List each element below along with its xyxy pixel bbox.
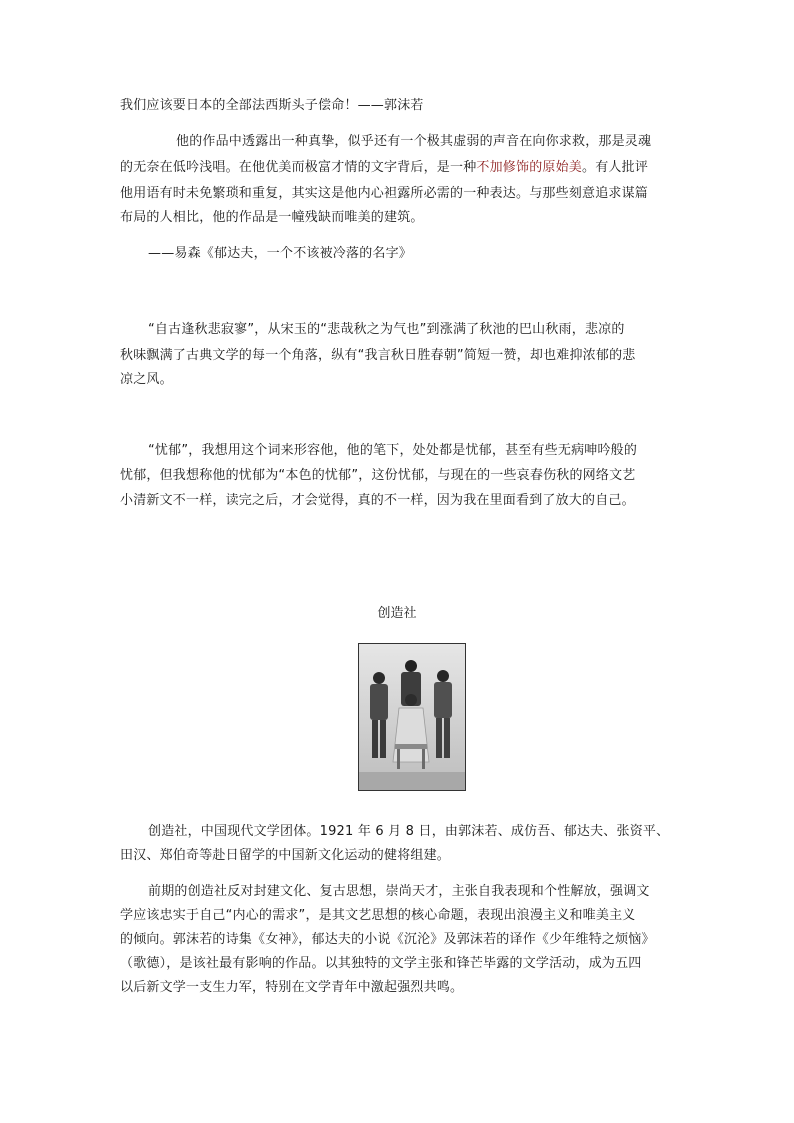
para3-line1: “忧郁”，我想用这个词来形容他，他的笔下，处处都是忧郁，甚至有些无病呻吟般的 — [148, 443, 638, 458]
para2-line2: 秋味飘满了古典文学的每一个角落，纵有“我言秋日胜春朝”简短一赞，却也难抑浓郁的悲 — [120, 348, 636, 363]
para5-line3: 的倾向。郭沫若的诗集《女神》，郁达夫的小说《沉沦》及郭沫若的译作《少年维特之烦恼》 — [120, 932, 655, 947]
highlight-phrase: 不加修饰的原始美 — [476, 160, 583, 175]
para5-line2: 学应该忠实于自己“内心的需求”，是其文艺思想的核心命题，表现出浪漫主义和唯美主义 — [120, 908, 636, 923]
group-photo-image — [359, 644, 465, 790]
para4-line1: 创造社，中国现代文学团体。1921 年 6 月 8 日，由郭沫若、成仿吾、郁达夫、张资平、 — [148, 824, 670, 839]
quote-line: 我们应该要日本的全部法西斯头子偿命！——郭沫若 — [120, 98, 424, 113]
group-photo — [358, 643, 466, 791]
para5-line5: 以后新文学一支生力军，特别在文学青年中激起强烈共鸣。 — [120, 980, 464, 995]
para4-line2: 田汉、郑伯奇等赴日留学的中国新文化运动的健将组建。 — [120, 848, 451, 863]
para1-line4: 布局的人相比，他的作品是一幢残缺而唯美的建筑。 — [120, 210, 424, 225]
para3-line2: 忧郁，但我想称他的忧郁为“本色的忧郁”，这份忧郁，与现在的一些哀春伤秋的网络文艺 — [120, 468, 636, 483]
section-caption: 创造社 — [377, 606, 417, 621]
para1-line1: 他的作品中透露出一种真挚，似乎还有一个极其虚弱的声音在向你求救，那是灵魂 — [176, 134, 652, 149]
para2-line1: “自古逢秋悲寂寥”，从宋玉的“悲哉秋之为气也”到涨满了秋池的巴山秋雨，悲凉的 — [148, 322, 625, 337]
para5-line1: 前期的创造社反对封建文化、复古思想，崇尚天才，主张自我表现和个性解放，强调文 — [148, 884, 650, 899]
para3-line3: 小清新文不一样，读完之后，才会觉得，真的不一样，因为我在里面看到了放大的自己。 — [120, 493, 635, 508]
para1-line3: 他用语有时未免繁琐和重复，其实这是他内心袒露所必需的一种表达。与那些刻意追求谋篇 — [120, 186, 649, 201]
para1-line2 — [120, 158, 648, 178]
para5-line4: （歌德），是该社最有影响的作品。以其独特的文学主张和锋芒毕露的文学活动，成为五四 — [120, 956, 642, 971]
para2-line3: 凉之风。 — [120, 372, 173, 387]
para1-line2-start: 的无奈在低吟浅唱。在他优美而极富才情的文字背后，是一种 — [120, 160, 477, 175]
attribution: ——易森《郁达夫，一个不该被冷落的名字》 — [148, 246, 413, 261]
para1-line2-end: 。有人批评 — [582, 160, 649, 175]
